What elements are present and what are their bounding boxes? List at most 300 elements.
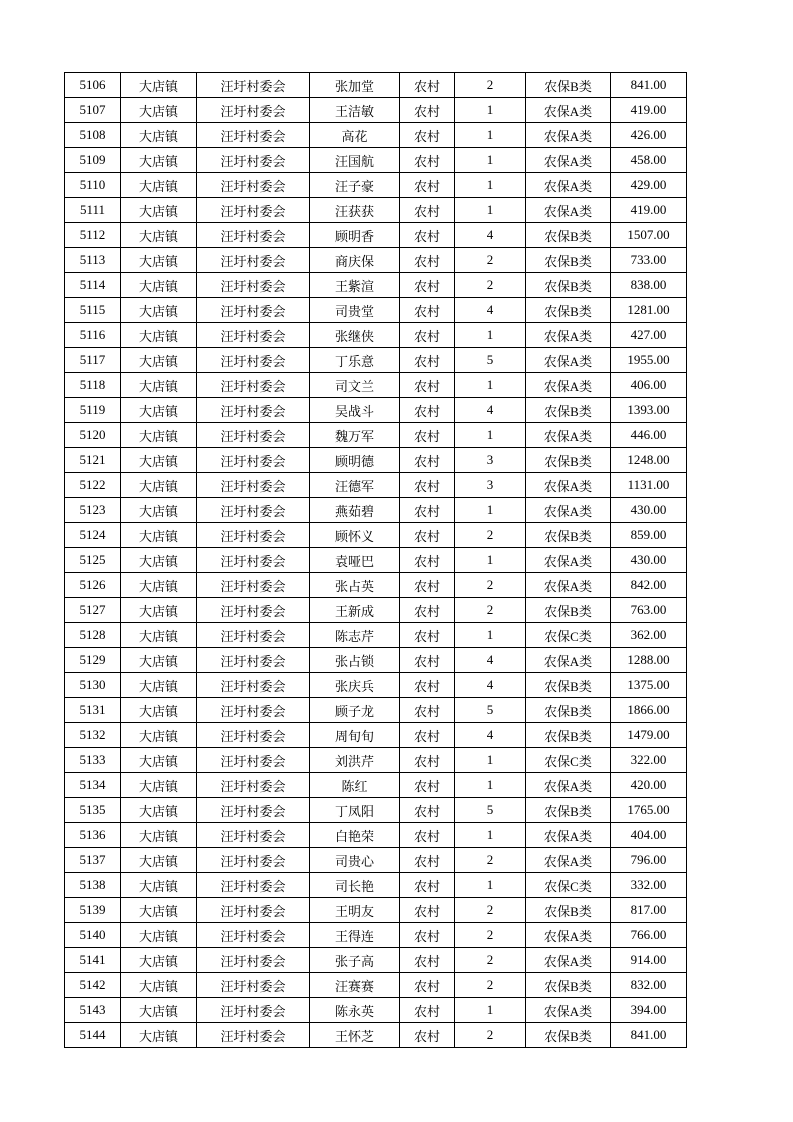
cell-id: 5139 — [65, 898, 121, 923]
cell-type: 农村 — [400, 598, 455, 623]
cell-name: 白艳荣 — [310, 823, 400, 848]
cell-count: 1 — [455, 773, 526, 798]
cell-village: 汪圩村委会 — [197, 123, 310, 148]
cell-type: 农村 — [400, 98, 455, 123]
cell-count: 1 — [455, 198, 526, 223]
cell-id: 5127 — [65, 598, 121, 623]
table-row — [65, 148, 687, 173]
cell-village: 汪圩村委会 — [197, 723, 310, 748]
benefits-table — [64, 72, 687, 1048]
cell-count: 1 — [455, 423, 526, 448]
cell-name: 吴战斗 — [310, 398, 400, 423]
cell-type: 农村 — [400, 423, 455, 448]
cell-village: 汪圩村委会 — [197, 898, 310, 923]
cell-village: 汪圩村委会 — [197, 873, 310, 898]
cell-type: 农村 — [400, 773, 455, 798]
cell-amount: 394.00 — [611, 998, 687, 1023]
cell-category: 农保C类 — [526, 748, 611, 773]
cell-amount: 1288.00 — [611, 648, 687, 673]
table-row — [65, 348, 687, 373]
cell-type: 农村 — [400, 973, 455, 998]
cell-category: 农保A类 — [526, 198, 611, 223]
cell-id: 5110 — [65, 173, 121, 198]
cell-category: 农保A类 — [526, 123, 611, 148]
cell-name: 张占英 — [310, 573, 400, 598]
cell-id: 5140 — [65, 923, 121, 948]
table-row — [65, 723, 687, 748]
cell-amount: 914.00 — [611, 948, 687, 973]
cell-name: 丁乐意 — [310, 348, 400, 373]
cell-village: 汪圩村委会 — [197, 148, 310, 173]
cell-id: 5126 — [65, 573, 121, 598]
cell-village: 汪圩村委会 — [197, 573, 310, 598]
cell-name: 王新成 — [310, 598, 400, 623]
cell-id: 5115 — [65, 298, 121, 323]
cell-type: 农村 — [400, 998, 455, 1023]
cell-count: 2 — [455, 898, 526, 923]
cell-type: 农村 — [400, 873, 455, 898]
cell-town: 大店镇 — [121, 223, 197, 248]
cell-count: 2 — [455, 973, 526, 998]
cell-count: 1 — [455, 873, 526, 898]
cell-category: 农保A类 — [526, 573, 611, 598]
cell-count: 2 — [455, 1023, 526, 1048]
cell-amount: 430.00 — [611, 548, 687, 573]
table-row — [65, 198, 687, 223]
cell-village: 汪圩村委会 — [197, 98, 310, 123]
cell-count: 2 — [455, 848, 526, 873]
cell-village: 汪圩村委会 — [197, 198, 310, 223]
cell-type: 农村 — [400, 673, 455, 698]
cell-name: 袁哑巴 — [310, 548, 400, 573]
cell-category: 农保B类 — [526, 298, 611, 323]
cell-type: 农村 — [400, 523, 455, 548]
table-row — [65, 973, 687, 998]
cell-id: 5119 — [65, 398, 121, 423]
cell-village: 汪圩村委会 — [197, 648, 310, 673]
cell-type: 农村 — [400, 223, 455, 248]
cell-id: 5124 — [65, 523, 121, 548]
cell-name: 张继侠 — [310, 323, 400, 348]
cell-amount: 420.00 — [611, 773, 687, 798]
cell-amount: 796.00 — [611, 848, 687, 873]
cell-name: 汪德军 — [310, 473, 400, 498]
cell-town: 大店镇 — [121, 648, 197, 673]
table-row — [65, 923, 687, 948]
cell-town: 大店镇 — [121, 798, 197, 823]
cell-town: 大店镇 — [121, 198, 197, 223]
cell-count: 4 — [455, 673, 526, 698]
table-row — [65, 748, 687, 773]
cell-type: 农村 — [400, 1023, 455, 1048]
cell-amount: 832.00 — [611, 973, 687, 998]
cell-id: 5143 — [65, 998, 121, 1023]
cell-town: 大店镇 — [121, 848, 197, 873]
table-row — [65, 248, 687, 273]
cell-town: 大店镇 — [121, 998, 197, 1023]
cell-name: 周旬旬 — [310, 723, 400, 748]
cell-category: 农保A类 — [526, 423, 611, 448]
cell-type: 农村 — [400, 198, 455, 223]
cell-id: 5141 — [65, 948, 121, 973]
cell-type: 农村 — [400, 648, 455, 673]
cell-count: 4 — [455, 723, 526, 748]
cell-village: 汪圩村委会 — [197, 173, 310, 198]
cell-id: 5128 — [65, 623, 121, 648]
cell-id: 5120 — [65, 423, 121, 448]
cell-id: 5135 — [65, 798, 121, 823]
cell-village: 汪圩村委会 — [197, 798, 310, 823]
cell-count: 4 — [455, 398, 526, 423]
cell-name: 王得连 — [310, 923, 400, 948]
table-row — [65, 773, 687, 798]
cell-category: 农保A类 — [526, 773, 611, 798]
cell-count: 3 — [455, 473, 526, 498]
cell-amount: 766.00 — [611, 923, 687, 948]
cell-count: 1 — [455, 548, 526, 573]
table-row — [65, 273, 687, 298]
cell-town: 大店镇 — [121, 398, 197, 423]
cell-town: 大店镇 — [121, 173, 197, 198]
cell-amount: 362.00 — [611, 623, 687, 648]
cell-town: 大店镇 — [121, 473, 197, 498]
cell-amount: 419.00 — [611, 98, 687, 123]
cell-village: 汪圩村委会 — [197, 973, 310, 998]
cell-count: 2 — [455, 948, 526, 973]
cell-amount: 322.00 — [611, 748, 687, 773]
table-row — [65, 473, 687, 498]
cell-category: 农保A类 — [526, 648, 611, 673]
cell-village: 汪圩村委会 — [197, 823, 310, 848]
cell-id: 5114 — [65, 273, 121, 298]
cell-amount: 458.00 — [611, 148, 687, 173]
table-row — [65, 448, 687, 473]
cell-type: 农村 — [400, 623, 455, 648]
cell-category: 农保B类 — [526, 73, 611, 98]
cell-amount: 733.00 — [611, 248, 687, 273]
cell-amount: 404.00 — [611, 823, 687, 848]
cell-amount: 817.00 — [611, 898, 687, 923]
cell-count: 2 — [455, 248, 526, 273]
cell-count: 1 — [455, 748, 526, 773]
cell-id: 5142 — [65, 973, 121, 998]
cell-amount: 841.00 — [611, 1023, 687, 1048]
cell-type: 农村 — [400, 348, 455, 373]
cell-amount: 419.00 — [611, 198, 687, 223]
cell-id: 5106 — [65, 73, 121, 98]
cell-amount: 332.00 — [611, 873, 687, 898]
cell-category: 农保A类 — [526, 923, 611, 948]
cell-name: 王怀芝 — [310, 1023, 400, 1048]
cell-amount: 426.00 — [611, 123, 687, 148]
cell-count: 1 — [455, 498, 526, 523]
table-row — [65, 173, 687, 198]
cell-amount: 1248.00 — [611, 448, 687, 473]
cell-village: 汪圩村委会 — [197, 748, 310, 773]
cell-village: 汪圩村委会 — [197, 373, 310, 398]
cell-village: 汪圩村委会 — [197, 948, 310, 973]
cell-town: 大店镇 — [121, 898, 197, 923]
cell-village: 汪圩村委会 — [197, 848, 310, 873]
cell-village: 汪圩村委会 — [197, 698, 310, 723]
cell-town: 大店镇 — [121, 98, 197, 123]
table-row — [65, 873, 687, 898]
cell-amount: 1765.00 — [611, 798, 687, 823]
cell-id: 5138 — [65, 873, 121, 898]
cell-amount: 842.00 — [611, 573, 687, 598]
cell-category: 农保C类 — [526, 873, 611, 898]
cell-type: 农村 — [400, 398, 455, 423]
cell-count: 2 — [455, 923, 526, 948]
cell-name: 张子高 — [310, 948, 400, 973]
table-row — [65, 523, 687, 548]
cell-amount: 1479.00 — [611, 723, 687, 748]
cell-town: 大店镇 — [121, 1023, 197, 1048]
cell-id: 5109 — [65, 148, 121, 173]
cell-amount: 1955.00 — [611, 348, 687, 373]
cell-amount: 1507.00 — [611, 223, 687, 248]
cell-category: 农保A类 — [526, 323, 611, 348]
cell-town: 大店镇 — [121, 723, 197, 748]
cell-type: 农村 — [400, 848, 455, 873]
cell-type: 农村 — [400, 273, 455, 298]
cell-count: 2 — [455, 573, 526, 598]
cell-village: 汪圩村委会 — [197, 423, 310, 448]
cell-town: 大店镇 — [121, 598, 197, 623]
cell-category: 农保B类 — [526, 273, 611, 298]
cell-count: 1 — [455, 623, 526, 648]
cell-count: 4 — [455, 648, 526, 673]
cell-town: 大店镇 — [121, 423, 197, 448]
cell-amount: 446.00 — [611, 423, 687, 448]
cell-id: 5131 — [65, 698, 121, 723]
cell-count: 2 — [455, 273, 526, 298]
cell-category: 农保A类 — [526, 998, 611, 1023]
cell-town: 大店镇 — [121, 873, 197, 898]
cell-id: 5125 — [65, 548, 121, 573]
cell-village: 汪圩村委会 — [197, 398, 310, 423]
cell-category: 农保A类 — [526, 348, 611, 373]
table-row — [65, 73, 687, 98]
cell-town: 大店镇 — [121, 773, 197, 798]
cell-name: 陈永英 — [310, 998, 400, 1023]
cell-type: 农村 — [400, 298, 455, 323]
cell-village: 汪圩村委会 — [197, 523, 310, 548]
table-row — [65, 698, 687, 723]
cell-id: 5121 — [65, 448, 121, 473]
cell-amount: 1281.00 — [611, 298, 687, 323]
cell-count: 4 — [455, 298, 526, 323]
cell-town: 大店镇 — [121, 248, 197, 273]
cell-name: 王洁敏 — [310, 98, 400, 123]
cell-village: 汪圩村委会 — [197, 323, 310, 348]
cell-id: 5137 — [65, 848, 121, 873]
cell-name: 张占锁 — [310, 648, 400, 673]
cell-village: 汪圩村委会 — [197, 348, 310, 373]
cell-type: 农村 — [400, 948, 455, 973]
cell-category: 农保B类 — [526, 698, 611, 723]
cell-amount: 427.00 — [611, 323, 687, 348]
cell-count: 1 — [455, 98, 526, 123]
cell-name: 刘洪芹 — [310, 748, 400, 773]
cell-count: 1 — [455, 323, 526, 348]
cell-name: 顾明香 — [310, 223, 400, 248]
cell-category: 农保B类 — [526, 973, 611, 998]
cell-type: 农村 — [400, 123, 455, 148]
cell-category: 农保C类 — [526, 623, 611, 648]
cell-amount: 838.00 — [611, 273, 687, 298]
cell-type: 农村 — [400, 798, 455, 823]
cell-town: 大店镇 — [121, 123, 197, 148]
cell-town: 大店镇 — [121, 673, 197, 698]
cell-town: 大店镇 — [121, 923, 197, 948]
cell-type: 农村 — [400, 748, 455, 773]
cell-amount: 1866.00 — [611, 698, 687, 723]
cell-category: 农保A类 — [526, 173, 611, 198]
cell-amount: 1375.00 — [611, 673, 687, 698]
table-row — [65, 948, 687, 973]
cell-count: 1 — [455, 173, 526, 198]
cell-village: 汪圩村委会 — [197, 273, 310, 298]
table-row — [65, 898, 687, 923]
cell-type: 农村 — [400, 473, 455, 498]
cell-town: 大店镇 — [121, 573, 197, 598]
cell-town: 大店镇 — [121, 373, 197, 398]
cell-id: 5129 — [65, 648, 121, 673]
cell-name: 燕茹碧 — [310, 498, 400, 523]
cell-category: 农保B类 — [526, 1023, 611, 1048]
cell-town: 大店镇 — [121, 623, 197, 648]
cell-type: 农村 — [400, 723, 455, 748]
cell-category: 农保B类 — [526, 723, 611, 748]
cell-town: 大店镇 — [121, 273, 197, 298]
cell-name: 顾怀义 — [310, 523, 400, 548]
cell-village: 汪圩村委会 — [197, 448, 310, 473]
table-row — [65, 98, 687, 123]
cell-amount: 430.00 — [611, 498, 687, 523]
cell-id: 5111 — [65, 198, 121, 223]
table-row — [65, 573, 687, 598]
cell-type: 农村 — [400, 823, 455, 848]
table-row — [65, 648, 687, 673]
cell-id: 5116 — [65, 323, 121, 348]
cell-count: 1 — [455, 148, 526, 173]
cell-type: 农村 — [400, 498, 455, 523]
cell-id: 5113 — [65, 248, 121, 273]
cell-amount: 763.00 — [611, 598, 687, 623]
cell-town: 大店镇 — [121, 348, 197, 373]
cell-amount: 841.00 — [611, 73, 687, 98]
cell-name: 张加堂 — [310, 73, 400, 98]
cell-category: 农保A类 — [526, 548, 611, 573]
cell-name: 司贵堂 — [310, 298, 400, 323]
cell-village: 汪圩村委会 — [197, 1023, 310, 1048]
cell-village: 汪圩村委会 — [197, 598, 310, 623]
cell-name: 陈志芹 — [310, 623, 400, 648]
cell-count: 2 — [455, 598, 526, 623]
cell-id: 5118 — [65, 373, 121, 398]
cell-id: 5123 — [65, 498, 121, 523]
cell-amount: 1131.00 — [611, 473, 687, 498]
cell-town: 大店镇 — [121, 73, 197, 98]
cell-town: 大店镇 — [121, 823, 197, 848]
cell-id: 5122 — [65, 473, 121, 498]
cell-count: 3 — [455, 448, 526, 473]
cell-type: 农村 — [400, 373, 455, 398]
cell-count: 1 — [455, 998, 526, 1023]
cell-name: 魏万军 — [310, 423, 400, 448]
cell-village: 汪圩村委会 — [197, 498, 310, 523]
cell-category: 农保B类 — [526, 448, 611, 473]
cell-id: 5132 — [65, 723, 121, 748]
cell-count: 1 — [455, 123, 526, 148]
cell-count: 5 — [455, 698, 526, 723]
table-row — [65, 998, 687, 1023]
cell-village: 汪圩村委会 — [197, 998, 310, 1023]
cell-name: 高花 — [310, 123, 400, 148]
cell-id: 5107 — [65, 98, 121, 123]
cell-category: 农保A类 — [526, 823, 611, 848]
cell-name: 陈红 — [310, 773, 400, 798]
cell-category: 农保B类 — [526, 248, 611, 273]
cell-name: 商庆保 — [310, 248, 400, 273]
cell-name: 丁凤阳 — [310, 798, 400, 823]
cell-category: 农保B类 — [526, 398, 611, 423]
cell-category: 农保A类 — [526, 148, 611, 173]
cell-category: 农保A类 — [526, 98, 611, 123]
cell-category: 农保B类 — [526, 223, 611, 248]
cell-village: 汪圩村委会 — [197, 548, 310, 573]
cell-town: 大店镇 — [121, 548, 197, 573]
cell-type: 农村 — [400, 173, 455, 198]
cell-name: 汪赛赛 — [310, 973, 400, 998]
table-row — [65, 1023, 687, 1048]
cell-id: 5136 — [65, 823, 121, 848]
cell-town: 大店镇 — [121, 498, 197, 523]
cell-type: 农村 — [400, 898, 455, 923]
cell-category: 农保A类 — [526, 373, 611, 398]
cell-town: 大店镇 — [121, 973, 197, 998]
cell-count: 5 — [455, 798, 526, 823]
cell-town: 大店镇 — [121, 698, 197, 723]
table-row — [65, 323, 687, 348]
cell-id: 5108 — [65, 123, 121, 148]
cell-type: 农村 — [400, 148, 455, 173]
cell-category: 农保A类 — [526, 948, 611, 973]
cell-village: 汪圩村委会 — [197, 923, 310, 948]
cell-type: 农村 — [400, 323, 455, 348]
table-row — [65, 498, 687, 523]
cell-category: 农保B类 — [526, 598, 611, 623]
cell-name: 顾明德 — [310, 448, 400, 473]
cell-count: 2 — [455, 73, 526, 98]
table-row — [65, 398, 687, 423]
cell-count: 4 — [455, 223, 526, 248]
table-row — [65, 298, 687, 323]
cell-category: 农保B类 — [526, 673, 611, 698]
cell-town: 大店镇 — [121, 948, 197, 973]
cell-type: 农村 — [400, 923, 455, 948]
cell-count: 1 — [455, 823, 526, 848]
cell-count: 2 — [455, 523, 526, 548]
cell-name: 汪子豪 — [310, 173, 400, 198]
cell-name: 王明友 — [310, 898, 400, 923]
cell-name: 司文兰 — [310, 373, 400, 398]
cell-village: 汪圩村委会 — [197, 473, 310, 498]
cell-village: 汪圩村委会 — [197, 673, 310, 698]
cell-type: 农村 — [400, 698, 455, 723]
cell-amount: 859.00 — [611, 523, 687, 548]
